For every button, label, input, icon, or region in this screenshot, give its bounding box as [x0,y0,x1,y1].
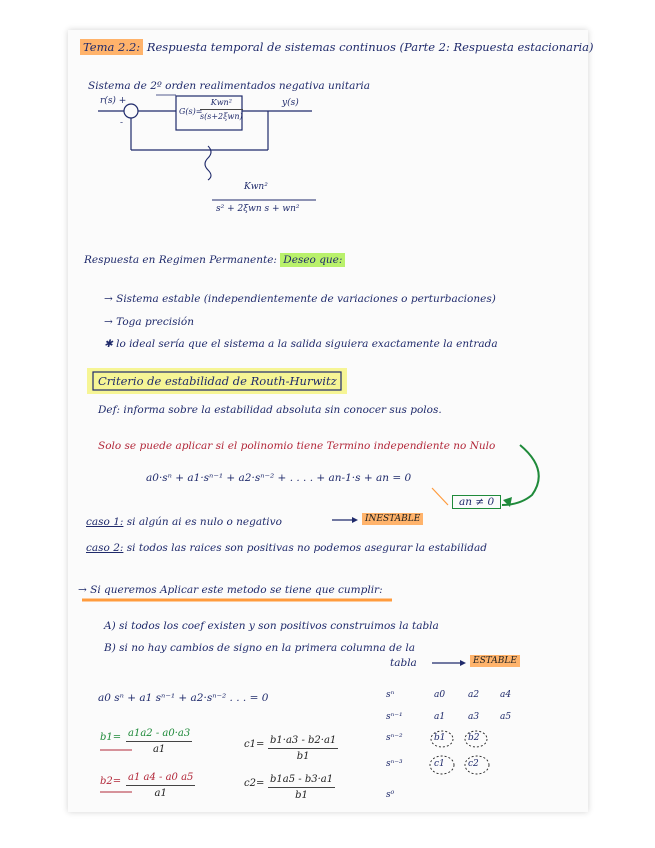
input-label: r(s) + [100,96,127,106]
routh-s-3: sⁿ⁻³ [386,759,403,769]
definition: Def: informa sobre la estabilidad absoluta sin conocer sus polos. [98,404,442,416]
routh-cell: a2 [468,690,480,700]
routh-s-4: s⁰ [386,790,395,800]
formula-b1-num: a1a2 - a0·a3 [128,728,191,739]
routh-s-1: sⁿ⁻¹ [386,712,403,722]
formula-b2-den: a1 [154,788,167,799]
formula-c1 [244,735,338,762]
routh-cell: a5 [500,712,512,722]
routh-cell: a1 [434,712,446,722]
formula-b1-lhs: b1= [100,732,122,743]
formula-b2-num: a1 a4 - a0 a5 [128,772,194,783]
inestable-badge: INESTABLE [362,514,423,524]
an-nonzero-box: an ≠ 0 [452,495,501,509]
title-label: Tema 2.2: [80,39,143,55]
caso-1-label: caso 1: [86,516,124,528]
title-line [80,40,594,54]
bullet-3: ✱ lo ideal sería que el sistema a la salida siguiera exactamente la entrada [104,338,498,350]
tf-numerator: Kwn² [244,182,268,192]
formula-c2-lhs: c2= [244,778,265,789]
formula-b2 [100,772,195,799]
polynomial: a0·sⁿ + a1·sⁿ⁻¹ + a2·sⁿ⁻² + . . . . + an-1·s + an = 0 [146,472,412,484]
caso-2-label: caso 2: [86,542,124,554]
caso-2 [86,542,487,554]
gs-denominator: s(s+2ξwn) [200,112,243,121]
formula-b1-den: a1 [152,744,166,755]
section-permanent-title: Respuesta en Regimen Permanente: [84,254,277,266]
gs-label: G(s)= [179,107,203,116]
formula-c1-lhs: c1= [244,739,265,750]
title-text: Respuesta temporal de sistemas continuos (Parte 2: Respuesta estacionaria) [146,40,594,54]
bullet-1: → Sistema estable (independientemente de variaciones o perturbaciones) [104,293,496,305]
routh-cell: a3 [468,712,480,722]
polynomial-2: a0 sⁿ + a1 sⁿ⁻¹ + a2·sⁿ⁻² . . . = 0 [98,692,269,704]
condition-a: A) si todos los coef existen y son positivos construimos la tabla [104,620,439,632]
gs-fraction [200,98,243,121]
routh-cell: a4 [500,690,512,700]
condition-b: B) si no hay cambios de signo en la primera columna de la [104,642,416,654]
condition-b-end: tabla [390,657,417,669]
formula-b2-lhs: b2= [100,776,122,787]
routh-cell: b2 [468,733,480,743]
bullet-2: → Toga precisión [104,316,194,328]
routh-cell: a0 [434,690,446,700]
formula-c1-den: b1 [296,751,310,762]
estable-badge: ESTABLE [470,656,520,666]
caso-2-text: si todos las raices son positivas no podemos asegurar la estabilidad [126,542,487,554]
formula-c2-den: b1 [295,790,308,801]
section-permanent-note: Deseo que: [280,253,345,267]
section-permanent [84,254,345,266]
caso-1-text: si algún ai es nulo o negativo [126,516,282,528]
gs-numerator: Kwn² [210,98,232,107]
summing-junction [124,104,138,118]
criterion-title: Criterio de estabilidad de Routh-Hurwitz [98,374,337,388]
routh-cell: b1 [434,733,446,743]
caso-1 [86,516,282,528]
routh-s-2: sⁿ⁻² [386,733,403,743]
formula-c2 [244,774,335,801]
routh-cell: c2 [468,759,479,769]
section-conditions: → Si queremos Aplicar este metodo se tiene que cumplir: [78,584,383,596]
formula-c2-num: b1a5 - b3·a1 [270,774,334,785]
formula-c1-num: b1·a3 - b2·a1 [270,735,337,746]
output-label: y(s) [282,98,299,108]
warning-text: Solo se puede aplicar si el polinomio tiene Termino independiente no Nulo [98,440,496,452]
formula-b1 [100,728,192,755]
tf-denominator: s² + 2ξwn s + wn² [216,204,300,214]
routh-cell: c1 [434,759,445,769]
subtitle: Sistema de 2º orden realimentados negativa unitaria [88,80,370,92]
routh-s-0: sⁿ [386,690,395,700]
minus-sign: - [120,118,124,128]
